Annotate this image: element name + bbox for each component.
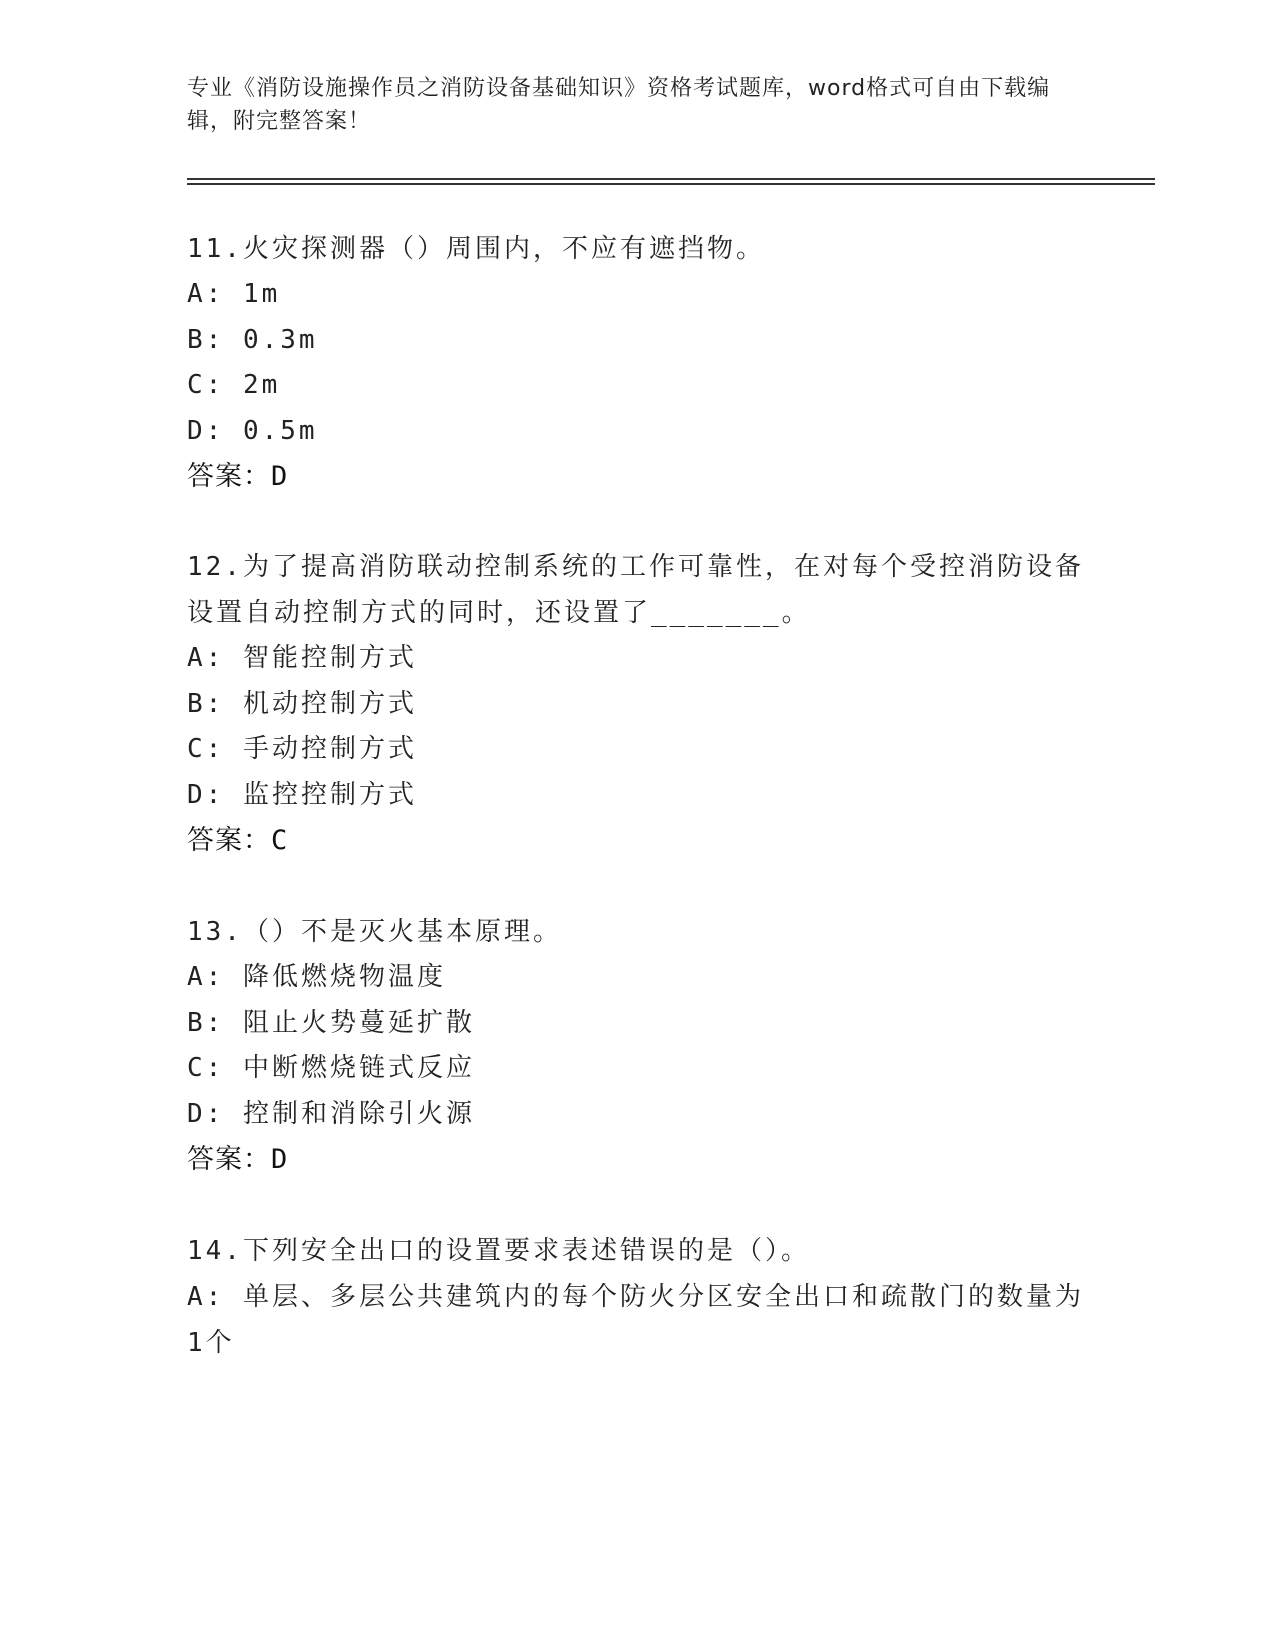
- option-text: 阻止火势蔓延扩散: [242, 1007, 475, 1038]
- option-letter: B:: [187, 324, 225, 355]
- option-letter: C:: [187, 1053, 225, 1083]
- option-text: 机动控制方式: [242, 688, 417, 719]
- question-13: [187, 909, 1087, 1182]
- option-letter: A:: [187, 279, 225, 309]
- option-letter: A:: [187, 962, 225, 992]
- answer-label: 答案：: [187, 461, 271, 492]
- option-letter: C:: [187, 370, 225, 400]
- option-text: 2m: [242, 370, 281, 400]
- question-stem: 12.为了提高消防联动控制系统的工作可靠性，在对每个受控消防设备设置自动控制方式的同时，还设置了_______。: [187, 552, 1084, 628]
- option-b: [187, 1001, 1087, 1047]
- option-b: [187, 318, 1087, 364]
- option-text: 0.3m: [242, 324, 318, 355]
- option-letter: B:: [187, 1007, 225, 1038]
- option-text: 降低燃烧物温度: [242, 962, 446, 992]
- option-text: 1m: [242, 279, 281, 309]
- answer-value: C: [271, 825, 289, 856]
- option-d: [187, 409, 1087, 455]
- answer-label: 答案：: [187, 1144, 271, 1175]
- question-stem: 11.火灾探测器（）周围内，不应有遮挡物。: [187, 234, 765, 264]
- option-d: [187, 773, 1087, 819]
- answer-value: D: [271, 461, 289, 492]
- option-letter: D:: [187, 1098, 225, 1129]
- option-a: [187, 636, 1087, 682]
- question-stem: 13.（）不是灭火基本原理。: [187, 917, 562, 947]
- answer-line: [187, 1137, 1087, 1182]
- answer-line: [187, 454, 1087, 499]
- option-text: 中断燃烧链式反应: [242, 1053, 475, 1083]
- option-c: [187, 727, 1087, 773]
- option-letter: A:: [187, 1282, 225, 1312]
- header-rule-top: [187, 178, 1155, 180]
- option-text: 手动控制方式: [242, 734, 417, 764]
- header-rule-bottom: [187, 183, 1155, 185]
- question-14: [187, 1228, 1087, 1366]
- option-letter: D:: [187, 779, 225, 810]
- document-header: 专业《消防设施操作员之消防设备基础知识》资格考试题库，word格式可自由下载编辑，附完整答案！: [187, 76, 1051, 134]
- option-text: 单层、多层公共建筑内的每个防火分区安全出口和疏散门的数量为1个: [187, 1282, 1084, 1358]
- option-text: 智能控制方式: [242, 643, 417, 673]
- option-a: [187, 955, 1087, 1001]
- option-c: [187, 1046, 1087, 1092]
- option-letter: A:: [187, 643, 225, 673]
- option-letter: D:: [187, 415, 225, 446]
- answer-line: [187, 818, 1087, 863]
- option-b: [187, 682, 1087, 728]
- option-d: [187, 1092, 1087, 1138]
- question-12: [187, 544, 1087, 863]
- answer-value: D: [271, 1144, 289, 1175]
- option-text: 0.5m: [242, 415, 318, 446]
- option-a: [187, 1274, 1087, 1366]
- option-c: [187, 363, 1087, 409]
- option-letter: C:: [187, 734, 225, 764]
- question-stem: 14.下列安全出口的设置要求表述错误的是（）。: [187, 1236, 810, 1266]
- option-text: 监控控制方式: [242, 779, 417, 810]
- answer-label: 答案：: [187, 825, 271, 856]
- option-a: [187, 272, 1087, 318]
- option-text: 控制和消除引火源: [242, 1098, 475, 1129]
- option-letter: B:: [187, 688, 225, 719]
- question-11: [187, 226, 1087, 499]
